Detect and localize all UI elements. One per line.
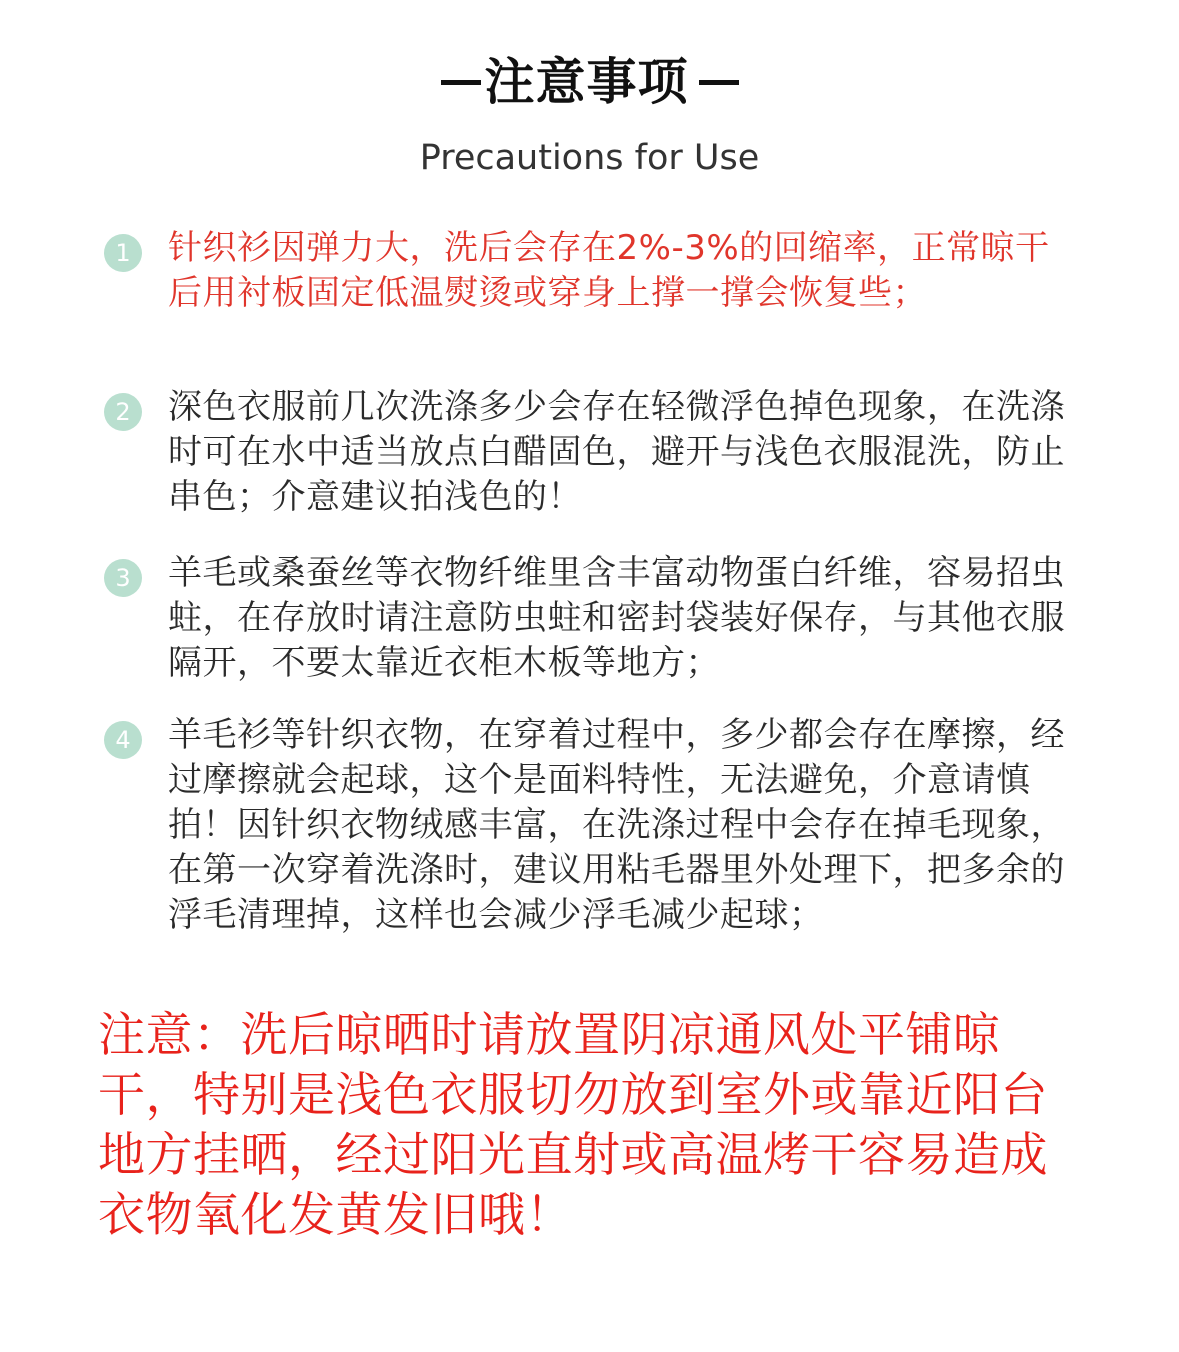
title-left-dash	[441, 80, 481, 85]
page-subtitle: Precautions for Use	[419, 138, 760, 178]
precaution-item-4	[104, 713, 1094, 993]
precaution-text-2: 深色衣服前几次洗涤多少会存在轻微浮色掉色现象，在洗涤时可在水中适当放点白醋固色，避开与浅色衣服混洗，防止串色；介意建议拍浅色的！	[168, 387, 1065, 517]
precaution-item-1	[104, 226, 1094, 326]
number-badge-2: 2	[104, 393, 142, 431]
precaution-text-4: 羊毛衫等针织衣物，在穿着过程中，多少都会存在摩擦，经过摩擦就会起球，这个是面料特性，无法避免，介意请慎拍！因针织衣物绒感丰富，在洗涤过程中会存在掉毛现象，在第一次穿着洗涤时，建议用粘毛器里外处理下，把多余的浮毛清理掉，这样也会减少浮毛减少起球；	[168, 715, 1065, 935]
number-badge-4: 4	[104, 721, 142, 759]
precaution-text-1: 针织衫因弹力大，洗后会存在2%-3%的回缩率，正常晾干后用衬板固定低温熨烫或穿身上撑一撑会恢复些；	[168, 228, 1050, 313]
number-badge-1: 1	[104, 234, 142, 272]
title-right-dash	[699, 80, 739, 85]
washing-note: 注意：洗后晾晒时请放置阴凉通风处平铺晾干，特别是浅色衣服切勿放到室外或靠近阳台地方挂晒，经过阳光直射或高温烤干容易造成衣物氧化发黄发旧哦！	[98, 1008, 1048, 1243]
number-badge-3: 3	[104, 559, 142, 597]
title-text: 注意事项	[484, 53, 689, 111]
precaution-item-3	[104, 551, 1094, 691]
page-title	[0, 52, 1179, 112]
precaution-text-3: 羊毛或桑蚕丝等衣物纤维里含丰富动物蛋白纤维，容易招虫蛀，在存放时请注意防虫蛀和密封袋装好保存，与其他衣服隔开，不要太靠近衣柜木板等地方；	[168, 553, 1065, 683]
precaution-item-2	[104, 385, 1094, 525]
